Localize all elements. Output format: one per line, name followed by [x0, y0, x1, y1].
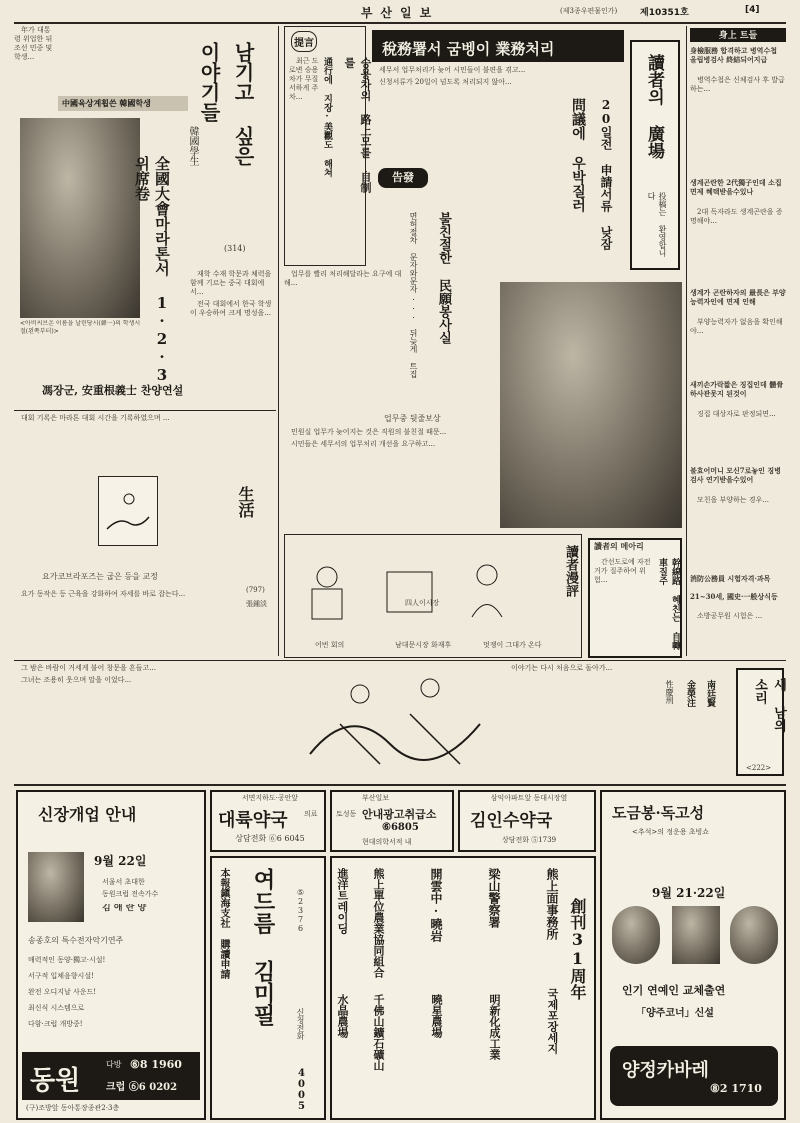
- opening-phone-label: 다방: [106, 1060, 122, 1069]
- opening-line-8: 최신식 시스템으로: [28, 1004, 85, 1012]
- complaint-badge: 告發: [378, 168, 428, 188]
- ceremony-col-9: 水晶農場: [336, 994, 349, 1038]
- readers-plaza-title: 讀者의 廣場: [644, 54, 664, 159]
- readers-comic: [284, 534, 582, 658]
- right-head-2: 생계곤란한 2代獨子인데 소집면제 혜택받을수있나: [690, 178, 782, 196]
- opening-brand: 동원: [30, 1066, 81, 1096]
- comic-panel-2: 남대문시장 화재후: [395, 641, 452, 649]
- ceremony-col-6: 明新化成工業: [488, 994, 501, 1060]
- performer-photo-1: [612, 906, 660, 964]
- ad-notice: [330, 790, 454, 852]
- ceremony-title: 創刊31周年: [568, 898, 587, 1000]
- left-feature: 年가 대통령 위업한 뒤 조선 민중 및 학생... 中國육상계휩쓴 韓國학생 <아비씨브온 이름을 날린당시(韓一)의 학생시절(왼쪽부터)> 全國大會마라톤서 1·2·3위席卷 남기고 싶은 이야기들 韓國學生 (314) 재학 수재 학문과 체력을 함께 기르는 중국 대회에서... 전국 대회에서 한국 학생이 우승하여 크게 명성을... 馮장군, 安重根義士 찬양연설: [14, 26, 272, 397]
- ceremony-col-3: 開雲中·曉岩: [429, 868, 443, 942]
- comic-author: 張鍾淡: [246, 600, 267, 608]
- tax-sub1: 20일전 申請서류 낮잠: [599, 98, 613, 250]
- right-head-3: 생계가 곤란하자의 最長은 부양능력자인에 면제 인해: [690, 288, 786, 306]
- tax-right1: 불친절한 民願봉사실: [436, 212, 451, 344]
- pharmacy2-top: 삼익아파트앞 동대시장옆: [490, 794, 568, 802]
- masthead: [0, 0, 800, 22]
- tax-sub2: 問議에 우박질러: [570, 98, 586, 212]
- opening-title: 신장개업 안내: [38, 805, 137, 824]
- traffic-photo: [500, 282, 682, 528]
- ad-pharmacy-2: [458, 790, 596, 852]
- cabaret-brand-bar: [610, 1046, 778, 1106]
- editorial-title: 승용차의 路上모를 自制를: [343, 57, 372, 193]
- comic-title: 生活: [236, 486, 255, 518]
- right-head-1: 身檢服務 합격하고 병역수첩 올립병검사 終結되어지급: [690, 46, 777, 64]
- ad-pharmacy-1: [210, 790, 326, 852]
- opening-line-2: 동원크럽 전속가수: [102, 890, 159, 898]
- poem-number: <222>: [746, 764, 772, 772]
- right-header: 身上 트들: [690, 28, 786, 42]
- sub-headline: 馮장군, 安重根義士 찬양연설: [42, 384, 184, 397]
- ad-opening: [16, 790, 206, 1120]
- series-author: 韓國學生: [187, 126, 198, 166]
- ceremony-col-1: 熊上面事務所: [545, 868, 559, 940]
- right-head-4: 새끼손가락짧은 징집인데 髓骨하사관못지 된것이: [690, 380, 784, 398]
- comic-sign: 四人이시장: [405, 599, 440, 607]
- opening-line-4: 송종호의 특수전자악기연주: [28, 936, 124, 945]
- series-title: 남기고 싶은 이야기들: [197, 42, 255, 166]
- right-head-5: 불효어머니 모신7로놓인 징병검사 연기받을수있어: [690, 466, 781, 484]
- opening-line-7: 완전 오디지날 사운드!: [28, 988, 97, 996]
- comic-number: (797): [246, 586, 265, 594]
- pharmacy1-name: 대륙약국: [218, 810, 288, 831]
- poem-editor: 性慶刑: [665, 680, 674, 704]
- poem-author: 南廷賢: [705, 680, 715, 707]
- ad-ceremony: [330, 856, 596, 1120]
- ceremony-col-7: 曉星農場: [430, 994, 443, 1038]
- comic-strip: [287, 537, 537, 637]
- opening-phone-1: ⑥8 1960: [130, 1058, 182, 1071]
- pimple-phone: ⑤2376: [296, 888, 305, 933]
- right-footer-a: 幹線路 혜친는 自轉車질주: [657, 558, 680, 650]
- toguem-phone: ⑧2 1710: [710, 1082, 762, 1095]
- ceremony-col-8: 千佛山鑛石礦山: [372, 994, 385, 1071]
- poem-title-box: [736, 668, 784, 776]
- tax-caption: 업무중 뒷줄보상: [384, 414, 441, 423]
- pimple-num: 4005: [296, 1068, 307, 1112]
- readers-plaza: [630, 40, 680, 270]
- masthead-note: (제3종우편물인가): [560, 7, 618, 15]
- right-footer-c: 消防公務員 시험자격·과목: [690, 574, 771, 583]
- readers-echo: 讀者의 메아리 幹線路 혜친는 自轉車질주 간선도로에 자전거가 질주하여 위험...: [588, 538, 682, 658]
- pharmacy1-sub: 의료: [304, 810, 318, 818]
- ceremony-col-4: 熊上單位農業協同組合: [372, 868, 385, 978]
- toguem-title: 도금봉·독고성: [612, 804, 705, 822]
- comic-panel-1: 어번 회의: [315, 641, 345, 649]
- opening-date: 9월 22일: [94, 854, 147, 868]
- pimple-line-2: 本報鎭海支社 購讀申請: [218, 868, 229, 979]
- ceremony-col-10: 국제포장세지: [546, 988, 559, 1054]
- right-footer-d: 21~30세, 國史·一般상식등: [690, 592, 778, 601]
- opening-addr: (구)조방앞 동아통장종관2·3층: [26, 1104, 120, 1112]
- ceremony-col-2: 梁山警察署: [487, 868, 501, 928]
- kicker: 中國육상계휩쓴 韓國학생: [58, 96, 188, 111]
- readers-plaza-sub: 投稿는 환영합니다: [647, 192, 667, 257]
- toguem-line-1: 인기 연예인 교체출연: [622, 984, 726, 997]
- toguem-line-2: 「양주코너」신설: [636, 1008, 714, 1019]
- comic-panel: [98, 476, 158, 546]
- tax-headline: 稅務署서 굼벵이 業務처리: [382, 40, 555, 58]
- toguem-brand: 양정카바레: [622, 1060, 709, 1081]
- pharmacy2-phone: 상담전화 ⑤1739: [501, 836, 557, 844]
- toguem-date: 9월 21·22일: [652, 886, 726, 900]
- opening-line-3: 김 애 란 양: [102, 904, 147, 913]
- notice-title: 안내광고취급소: [362, 808, 437, 821]
- ad-pimple: [210, 856, 326, 1120]
- comic-strip-title: 讀者漫評: [563, 545, 578, 597]
- illustration-drawing: [290, 664, 500, 780]
- poem-title: 새 남의 소리: [752, 678, 786, 732]
- comic-panel-3: 멋쟁이 그대가 온다: [483, 641, 542, 649]
- poem-author-2: 金榮注: [685, 680, 695, 707]
- tax-right2: 면허절차 문자와문자... 뒤늦게 트집: [409, 212, 418, 378]
- opening-line-6: 서구적 입체음향시설!: [28, 972, 94, 980]
- pharmacy2-name: 김인수약국: [470, 811, 553, 831]
- opening-line-1: 서울서 초대한: [102, 878, 145, 886]
- opening-line-5: 매력적인 동양·獨고·시설!: [28, 956, 106, 964]
- performer-photo-3: [730, 906, 778, 964]
- pharmacy1-phone: 상담전화 ⑥6 6045: [235, 834, 305, 843]
- notice-paper: 부산일보: [362, 794, 390, 802]
- photo-runner: [20, 118, 140, 318]
- notice-org: 토성동: [336, 810, 357, 818]
- editorial-label: 提言: [291, 31, 317, 52]
- ad-cabaret: [600, 790, 786, 1120]
- novel-illustration: [290, 664, 500, 780]
- series-number: (314): [224, 244, 246, 253]
- page-number: [4]: [745, 5, 760, 15]
- opening-brand-bar: [22, 1052, 200, 1100]
- opening-phone-2: 크럽 ⑥6 0202: [106, 1082, 178, 1093]
- pharmacy1-top: 서면지하도·공안앞: [241, 794, 299, 802]
- toguem-sub: <추석>의 정운용 초빙쇼: [632, 828, 710, 836]
- masthead-paper: 부산일보: [360, 6, 440, 20]
- photo-caption: <아비씨브온 이름을 날린당시(韓一)의 학생시절(왼쪽부터)>: [20, 320, 141, 335]
- comic-caption: 요가코브라포즈는 굽은 등을 교정: [42, 572, 158, 581]
- pimple-name: 여드름 김미필: [250, 868, 276, 1026]
- headline-marathon: 全國大會마라톤서 1·2·3위席卷: [133, 156, 171, 384]
- tax-headline-box: [372, 30, 624, 62]
- editorial-sub: 通行에 지장·美觀도 해쳐: [322, 57, 332, 177]
- singer-photo: [28, 852, 84, 922]
- notice-phone: ⑥6805: [382, 822, 419, 833]
- issue-number: 제10351호: [640, 8, 689, 18]
- pimple-line-1: 신청전화: [296, 1008, 305, 1040]
- editorial-box: 提言 승용차의 路上모를 自制를 通行에 지장·美觀도 해쳐 최근 도로변 승용차가 무질서하게 주차...: [284, 26, 366, 266]
- opening-line-9: 다함·크럽 개방중!: [28, 1020, 83, 1028]
- right-column: 身上 트들 身檢服務 합격하고 병역수첩 올립병검사 終結되어지급 병역수첩은 신체검사 후 발급하는... 생계곤란한 2代獨子인데 소집면제 혜택받을수있나 2대 독자라도 생계곤란을 증명해야... 생계가 곤란하자의 最長은 부양능력자인에 면제 인해 부양능력자가 없음을 확인해야... 새끼손가락짧은 징집인데 髓骨하사관못지 된것이 징집 대상자로 판정되면... 불효어머니 모신7로놓인 징병검사 연기받을수있어 모친을 부양하는 경우... 消防公務員 시험자격·과목 21~30세, 國史·一般상식등 소방공무원 시험은 ...: [690, 26, 786, 666]
- notice-address: 현대의학서적 내: [362, 838, 412, 846]
- comic-drawing: [99, 477, 157, 545]
- right-footer-b: 讀者의 메아리: [594, 542, 644, 551]
- ceremony-col-5: 進洋트레이딩: [336, 868, 349, 934]
- performer-photo-2: [672, 906, 720, 964]
